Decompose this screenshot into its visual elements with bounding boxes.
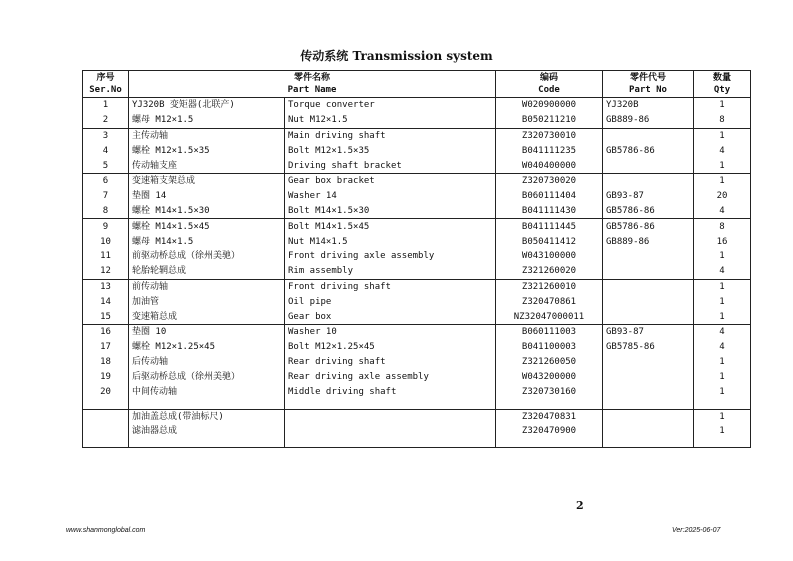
table-row <box>83 309 751 324</box>
cell-code: B041111445 <box>496 219 603 234</box>
table-row <box>83 143 751 158</box>
cell-name-zh: 加油盖总成(带油标尺) <box>129 409 285 424</box>
cell-name-zh: 传动轴支座 <box>129 158 285 173</box>
cell-name-en: Front driving shaft <box>285 279 496 294</box>
cell-part-no: GB889-86 <box>603 113 694 128</box>
footer-website: www.shanmonglobal.com <box>66 527 146 534</box>
cell-code: Z321260050 <box>496 355 603 370</box>
cell-part-no <box>603 128 694 143</box>
table-row <box>83 204 751 219</box>
cell-code: B041111235 <box>496 143 603 158</box>
cell-name-en: Washer 10 <box>285 324 496 339</box>
cell-ser-no: 3 <box>83 128 129 143</box>
cell-name-en: Main driving shaft <box>285 128 496 143</box>
cell-name-en: Bolt M12×1.5×35 <box>285 143 496 158</box>
cell-ser-no: 8 <box>83 204 129 219</box>
cell-qty: 8 <box>694 113 751 128</box>
cell-ser-no: 7 <box>83 189 129 204</box>
cell-qty: 1 <box>694 158 751 173</box>
cell-name-zh: 后驱动桥总成（徐州美驰） <box>129 369 285 384</box>
cell-name-zh: YJ320B 变矩器(北联产) <box>129 98 285 113</box>
cell-ser-no: 6 <box>83 173 129 188</box>
cell-name-zh: 螺栓 M12×1.5×35 <box>129 143 285 158</box>
cell-name-zh <box>129 399 285 410</box>
cell-name-en <box>285 399 496 410</box>
cell-name-zh: 螺母 M12×1.5 <box>129 113 285 128</box>
cell-part-no <box>603 173 694 188</box>
cell-part-no <box>603 279 694 294</box>
table-row <box>83 264 751 279</box>
cell-name-en: Torque converter <box>285 98 496 113</box>
cell-ser-no: 2 <box>83 113 129 128</box>
cell-qty: 1 <box>694 369 751 384</box>
cell-part-no <box>603 369 694 384</box>
table-row <box>83 189 751 204</box>
cell-name-zh: 螺母 M14×1.5 <box>129 234 285 249</box>
cell-ser-no: 15 <box>83 309 129 324</box>
cell-part-no: GB5786-86 <box>603 143 694 158</box>
cell-qty: 8 <box>694 219 751 234</box>
cell-qty: 1 <box>694 279 751 294</box>
cell-qty: 4 <box>694 324 751 339</box>
table-row <box>83 369 751 384</box>
cell-ser-no: 4 <box>83 143 129 158</box>
cell-code: Z320730160 <box>496 384 603 399</box>
cell-name-en: Oil pipe <box>285 294 496 309</box>
header-ser-no: 序号 Ser.No <box>83 71 129 98</box>
cell-code: Z321260010 <box>496 279 603 294</box>
cell-qty: 1 <box>694 98 751 113</box>
page-number: 2 <box>576 499 584 512</box>
cell-name-en: Rear driving shaft <box>285 355 496 370</box>
cell-ser-no <box>83 409 129 424</box>
cell-name-en: Bolt M14×1.5×45 <box>285 219 496 234</box>
cell-part-no: GB93-87 <box>603 324 694 339</box>
cell-part-no: GB5786-86 <box>603 204 694 219</box>
cell-code: W043200000 <box>496 369 603 384</box>
cell-code <box>496 399 603 410</box>
cell-part-no: GB93-87 <box>603 189 694 204</box>
table-row <box>83 355 751 370</box>
cell-name-zh: 螺栓 M14×1.5×45 <box>129 219 285 234</box>
cell-name-zh: 螺栓 M12×1.25×45 <box>129 340 285 355</box>
cell-part-no <box>603 309 694 324</box>
cell-code: Z320730020 <box>496 173 603 188</box>
cell-name-en: Gear box <box>285 309 496 324</box>
cell-part-no <box>603 355 694 370</box>
cell-qty: 16 <box>694 234 751 249</box>
header-code: 编码 Code <box>496 71 603 98</box>
table-header-row <box>83 71 751 98</box>
cell-qty: 1 <box>694 309 751 324</box>
cell-ser-no: 12 <box>83 264 129 279</box>
cell-name-zh: 垫圈 10 <box>129 324 285 339</box>
cell-code: B060111404 <box>496 189 603 204</box>
cell-part-no: YJ320B <box>603 98 694 113</box>
cell-ser-no: 1 <box>83 98 129 113</box>
header-part-name: 零件名称 Part Name <box>129 71 496 98</box>
table-row <box>83 219 751 234</box>
cell-name-zh: 垫圈 14 <box>129 189 285 204</box>
cell-code: B041111430 <box>496 204 603 219</box>
table-row <box>83 249 751 264</box>
cell-name-en: Driving shaft bracket <box>285 158 496 173</box>
cell-name-zh: 轮胎轮辋总成 <box>129 264 285 279</box>
cell-qty: 1 <box>694 249 751 264</box>
cell-code: Z321260020 <box>496 264 603 279</box>
cell-ser-no <box>83 425 129 448</box>
table-row <box>83 409 751 424</box>
cell-name-zh: 前传动轴 <box>129 279 285 294</box>
cell-qty: 20 <box>694 189 751 204</box>
table-row <box>83 128 751 143</box>
table-row <box>83 340 751 355</box>
cell-name-zh: 变速箱支架总成 <box>129 173 285 188</box>
cell-name-en: Bolt M14×1.5×30 <box>285 204 496 219</box>
cell-name-en: Gear box bracket <box>285 173 496 188</box>
cell-name-zh: 滤油器总成 <box>129 425 285 448</box>
cell-name-zh: 螺栓 M14×1.5×30 <box>129 204 285 219</box>
table-row <box>83 98 751 113</box>
cell-qty: 4 <box>694 264 751 279</box>
table-row <box>83 324 751 339</box>
cell-qty: 1 <box>694 128 751 143</box>
table-row <box>83 113 751 128</box>
cell-code: Z320470861 <box>496 294 603 309</box>
cell-qty: 1 <box>694 409 751 424</box>
cell-name-en: Washer 14 <box>285 189 496 204</box>
cell-part-no <box>603 425 694 448</box>
cell-ser-no: 13 <box>83 279 129 294</box>
cell-qty: 4 <box>694 340 751 355</box>
cell-name-zh: 变速箱总成 <box>129 309 285 324</box>
table-spacer-row <box>83 399 751 410</box>
header-part-no: 零件代号 Part No <box>603 71 694 98</box>
cell-code: B050411412 <box>496 234 603 249</box>
cell-name-zh: 中间传动轴 <box>129 384 285 399</box>
cell-part-no <box>603 384 694 399</box>
footer-version: Ver:2025-06-07 <box>672 527 721 534</box>
cell-part-no <box>603 294 694 309</box>
cell-ser-no: 18 <box>83 355 129 370</box>
cell-ser-no: 19 <box>83 369 129 384</box>
cell-ser-no: 9 <box>83 219 129 234</box>
cell-name-en <box>285 425 496 448</box>
parts-table <box>82 70 751 448</box>
cell-code: W040400000 <box>496 158 603 173</box>
cell-part-no: GB5786-86 <box>603 219 694 234</box>
cell-qty: 4 <box>694 204 751 219</box>
cell-name-en <box>285 409 496 424</box>
cell-part-no <box>603 399 694 410</box>
cell-name-en: Bolt M12×1.25×45 <box>285 340 496 355</box>
cell-ser-no: 11 <box>83 249 129 264</box>
cell-code: W043100000 <box>496 249 603 264</box>
table-row <box>83 294 751 309</box>
cell-ser-no: 20 <box>83 384 129 399</box>
cell-ser-no: 16 <box>83 324 129 339</box>
cell-name-en: Rim assembly <box>285 264 496 279</box>
cell-qty: 1 <box>694 425 751 448</box>
cell-part-no: GB5785-86 <box>603 340 694 355</box>
table-row <box>83 173 751 188</box>
cell-name-zh: 前驱动桥总成（徐州美驰） <box>129 249 285 264</box>
cell-code: Z320470900 <box>496 425 603 448</box>
table-row <box>83 279 751 294</box>
header-qty: 数量 Qty <box>694 71 751 98</box>
cell-name-zh: 主传动轴 <box>129 128 285 143</box>
cell-code: B050211210 <box>496 113 603 128</box>
cell-qty: 1 <box>694 294 751 309</box>
cell-name-en: Nut M14×1.5 <box>285 234 496 249</box>
cell-code: NZ32047000011 <box>496 309 603 324</box>
table-row <box>83 425 751 448</box>
cell-code: Z320730010 <box>496 128 603 143</box>
cell-qty: 1 <box>694 355 751 370</box>
cell-name-en: Rear driving axle assembly <box>285 369 496 384</box>
cell-code: W020900000 <box>496 98 603 113</box>
cell-code: Z320470831 <box>496 409 603 424</box>
cell-part-no: GB889-86 <box>603 234 694 249</box>
cell-part-no <box>603 409 694 424</box>
cell-code: B060111003 <box>496 324 603 339</box>
table-row <box>83 234 751 249</box>
cell-name-en: Front driving axle assembly <box>285 249 496 264</box>
cell-name-en: Middle driving shaft <box>285 384 496 399</box>
cell-ser-no: 17 <box>83 340 129 355</box>
cell-ser-no: 14 <box>83 294 129 309</box>
cell-qty <box>694 399 751 410</box>
cell-ser-no <box>83 399 129 410</box>
cell-qty: 1 <box>694 173 751 188</box>
cell-ser-no: 5 <box>83 158 129 173</box>
cell-code: B041100003 <box>496 340 603 355</box>
cell-name-en: Nut M12×1.5 <box>285 113 496 128</box>
cell-name-zh: 加油管 <box>129 294 285 309</box>
page-title: 传动系统 Transmission system <box>300 49 493 63</box>
table-row <box>83 384 751 399</box>
cell-qty: 4 <box>694 143 751 158</box>
cell-ser-no: 10 <box>83 234 129 249</box>
cell-qty: 1 <box>694 384 751 399</box>
cell-part-no <box>603 158 694 173</box>
table-row <box>83 158 751 173</box>
cell-part-no <box>603 249 694 264</box>
cell-part-no <box>603 264 694 279</box>
cell-name-zh: 后传动轴 <box>129 355 285 370</box>
